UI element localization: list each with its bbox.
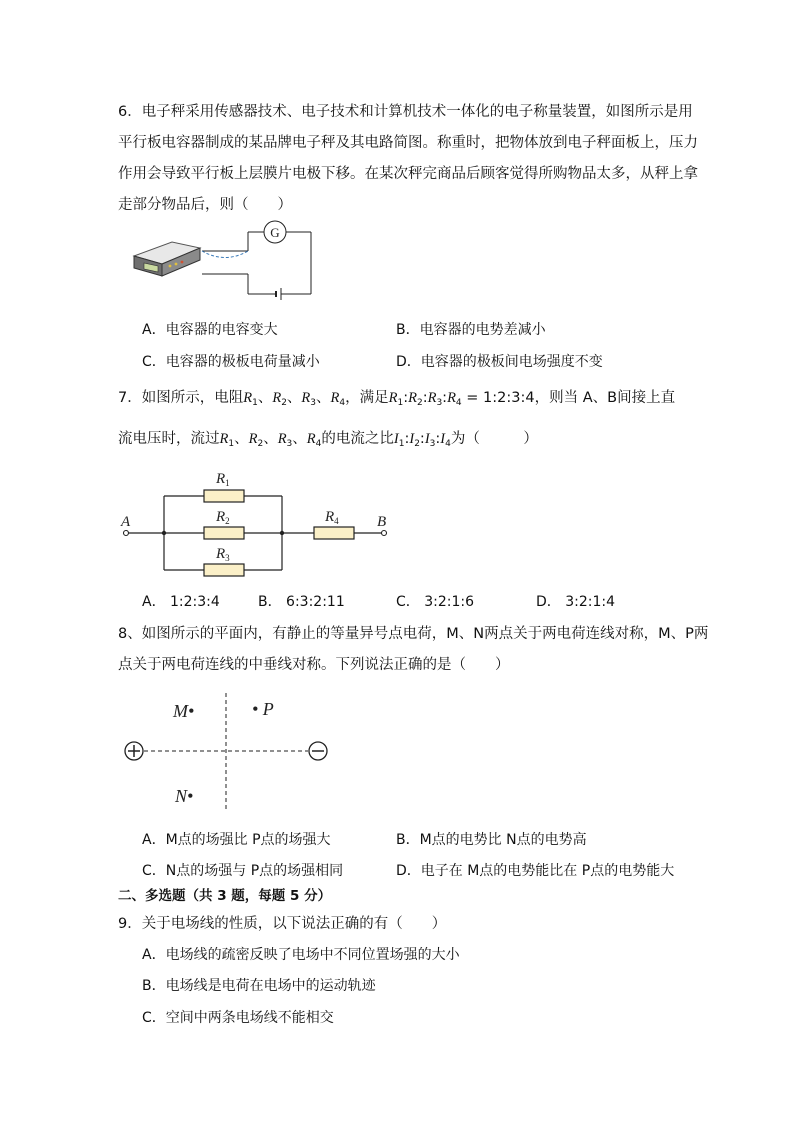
junction-right xyxy=(280,531,284,535)
terminal-b xyxy=(382,531,387,536)
q7-option-a: A． 1:2:3:4 xyxy=(142,594,220,610)
q7-line-1: 7．如图所示，电阻$R_1$、$R_2$、$R_3$、$R_4$，满足$R_1:R_2:R_3:R_4$ = 1:2:3:4，则当 A、B间接上直 xyxy=(118,390,676,408)
q9-option-c: C．空间中两条电场线不能相交 xyxy=(142,1010,334,1026)
point-n-label: N• xyxy=(175,786,194,806)
q7-option-d: D． 3:2:1:4 xyxy=(536,594,616,610)
q6-option-c: C．电容器的极板电荷量减小 xyxy=(142,354,320,370)
capacitor-circuit xyxy=(202,232,311,300)
q9-option-a: A．电场线的疏密反映了电场中不同位置场强的大小 xyxy=(142,947,460,963)
q8-charge-diagram xyxy=(118,690,338,815)
label-r2: $R_2$ xyxy=(216,509,230,526)
q6-option-b: B．电容器的电势差减小 xyxy=(396,322,546,338)
q6-option-a: A．电容器的电容变大 xyxy=(142,322,278,338)
q6-option-d: D．电容器的极板间电场强度不变 xyxy=(396,354,603,370)
label-point-a: A xyxy=(121,514,131,530)
electronic-scale-image xyxy=(134,242,200,276)
resistor-r3 xyxy=(204,564,244,576)
resistor-r1 xyxy=(204,490,244,502)
q9-option-b: B．电场线是电荷在电场中的运动轨迹 xyxy=(142,978,376,994)
q8-option-c: C．N点的场强与 P点的场强相同 xyxy=(142,863,344,879)
label-r1: $R_1$ xyxy=(216,471,230,488)
galvanometer-label: G xyxy=(270,225,280,240)
q8-option-d: D．电子在 M点的电势能比在 P点的电势能大 xyxy=(396,863,675,879)
q6-scale-circuit-figure xyxy=(130,218,330,300)
point-p-label: • P xyxy=(252,699,274,719)
q8-option-b: B．M点的电势比 N点的电势高 xyxy=(396,832,587,848)
positive-charge-icon xyxy=(125,742,143,760)
q8-line-1: 8、如图所示的平面内，有静止的等量异号点电荷，M、N两点关于两电荷连线对称，M、P两 xyxy=(118,626,709,642)
q8-line-2: 点关于两电荷连线的中垂线对称。下列说法正确的是（ ） xyxy=(118,657,510,673)
resistor-r4 xyxy=(314,527,354,539)
point-m-label: M• xyxy=(173,701,195,721)
negative-charge-icon xyxy=(309,742,327,760)
q6-line-2: 平行板电容器制成的某品牌电子秤及其电路简图。称重时，把物体放到电子秤面板上，压力 xyxy=(118,135,698,151)
label-point-b: B xyxy=(377,514,387,530)
q6-line-3: 作用会导致平行板上层膜片电极下移。在某次秤完商品后顾客觉得所购物品太多，从秤上拿 xyxy=(118,166,698,182)
terminal-a xyxy=(124,531,129,536)
q8-option-a: A．M点的场强比 P点的场强大 xyxy=(142,832,331,848)
q7-resistor-circuit-figure xyxy=(118,462,393,582)
junction-left xyxy=(162,531,166,535)
q6-line-4: 走部分物品后，则（ ） xyxy=(118,197,292,213)
q6-line-1: 6．电子秤采用传感器技术、电子技术和计算机技术一体化的电子称量装置，如图所示是用 xyxy=(118,104,693,120)
label-r4: $R_4$ xyxy=(325,509,339,526)
q7-line-2: 流电压时，流过$R_1$、$R_2$、$R_3$、$R_4$的电流之比$I_1:I_2:I_3:I_4$为（ ） xyxy=(118,431,538,449)
resistor-r2 xyxy=(204,527,244,539)
section-heading-multiple-choice: 二、多选题（共 3 题，每题 5 分） xyxy=(118,888,332,904)
label-r3: $R_3$ xyxy=(216,546,230,563)
q9-stem: 9．关于电场线的性质，以下说法正确的有（ ） xyxy=(118,916,447,932)
q7-option-b: B． 6:3:2:11 xyxy=(258,594,345,610)
q7-option-c: C． 3:2:1:6 xyxy=(396,594,475,610)
